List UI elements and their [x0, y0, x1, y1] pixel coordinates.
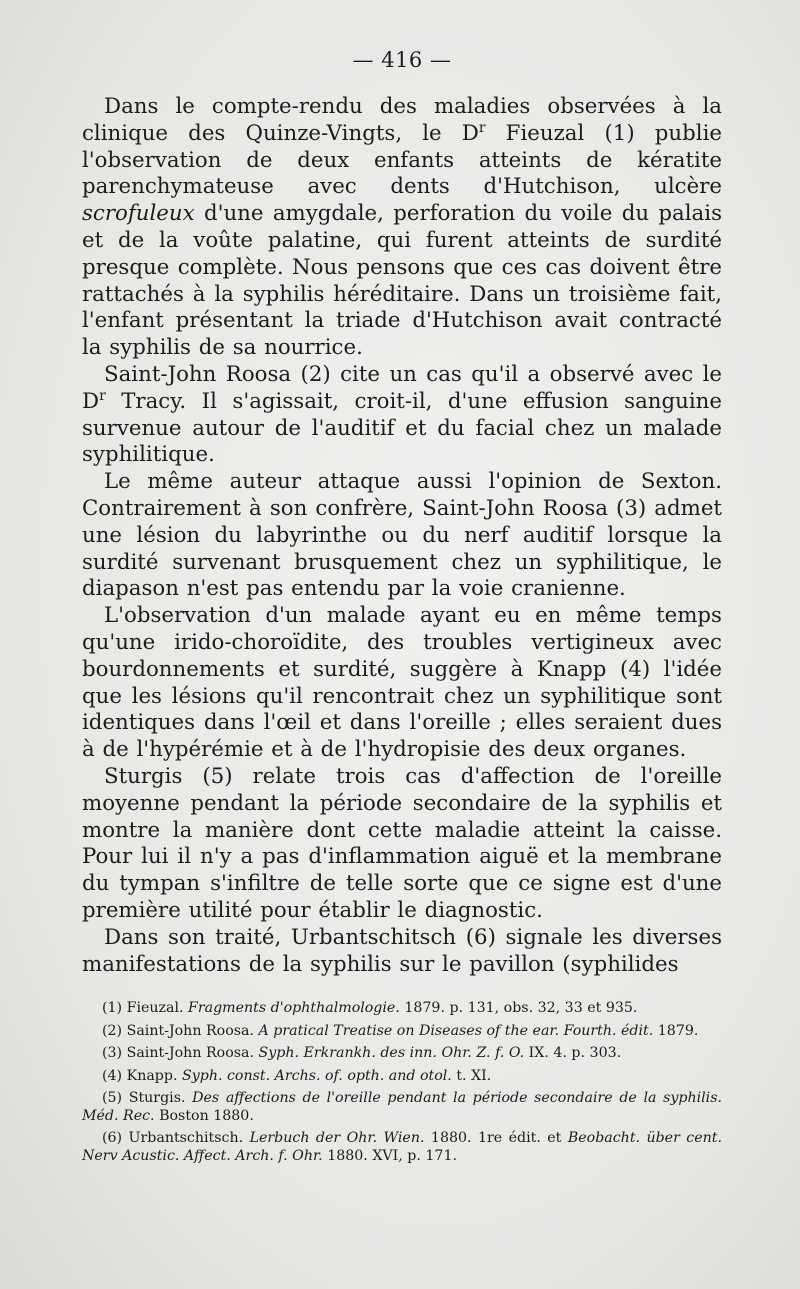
paragraph-1: Dans le compte-rendu des maladies observées à la clinique des Quinze-Vingts, le $D^r$ Fieuzal (1) publie l'observation de deux enfants atteints de kératite parenchymateuse avec dents d'Hutchison, ulcère scrofuleux d'une amygdale, perforation du voile du palais et de la voûte palatine, qui furent atteints de surdité presque complète. Nous pensons que ces cas doivent être rattachés à la syphilis héréditaire. Dans un troisième fait, l'enfant présentant la triade d'Hutchison avait contracté la syphilis de sa nourrice. [82, 94, 722, 361]
footnote-1: (1) Fieuzal. Fragments d'ophthalmologie. 1879. p. 131, obs. 32, 33 et 935. [102, 1000, 638, 1017]
paragraph-3: Le même auteur attaque aussi l'opinion de Sexton. Contrairement à son confrère, Saint-John Roosa (3) admet une lésion du labyrinthe ou du nerf auditif lorsque la surdité survenant brusquement chez un syphilitique, le diapason n'est pas entendu par la voie cranienne. [82, 469, 722, 602]
paragraph-5: Sturgis (5) relate trois cas d'affection de l'oreille moyenne pendant la période secondaire de la syphilis et montre la manière dont cette maladie atteint la caisse. Pour lui il n'y a pas d'inflammation aiguë et la membrane du tympan s'infiltre de telle sorte que ce signe est d'une première utilité pour établir le diagnostic. [82, 763, 722, 923]
paragraph-2: Saint-John Roosa (2) cite un cas qu'il a observé avec le $D^r$ Tracy. Il s'agissait, croit-il, d'une effusion sanguine survenue autour de l'auditif et du facial chez un malade syphilitique. [82, 361, 722, 468]
paragraph-6: Dans son traité, Urbantschitsch (6) signale les diverses manifestations de la syphilis sur le pavillon (syphilides [82, 924, 722, 977]
footnote-5: (5) Sturgis. Des affections de l'oreille pendant la période secondaire de la syphilis. Méd. Rec. Boston 1880. [82, 1090, 722, 1124]
footnote-3: (3) Saint-John Roosa. Syph. Erkrankh. des inn. Ohr. Z. f. O. IX. 4. p. 303. [102, 1045, 622, 1062]
paragraph-4: L'observation d'un malade ayant eu en même temps qu'une irido-choroïdite, des troubles vertigineux avec bourdonnements et surdité, suggère à Knapp (4) l'idée que les lésions qu'il rencontrait chez un syphilitique sont identiques dans l'œil et dans l'oreille ; elles seraient dues à de l'hypérémie et à de l'hydropisie des deux organes. [82, 603, 722, 763]
body-text [82, 94, 722, 978]
footnotes [82, 1000, 722, 1165]
page-number: — 416 — [352, 48, 452, 72]
footnote-4: (4) Knapp. Syph. const. Archs. of. opth. and otol. t. XI. [102, 1067, 492, 1084]
footnote-2: (2) Saint-John Roosa. A pratical Treatise on Diseases of the ear. Fourth. édit. 1879. [102, 1022, 699, 1039]
footnote-6: (6) Urbantschitsch. Lerbuch der Ohr. Wien. 1880. 1re édit. et Beobacht. über cent. Nerv Acustic. Affect. Arch. f. Ohr. 1880. XVI, p. 171. [82, 1130, 722, 1164]
